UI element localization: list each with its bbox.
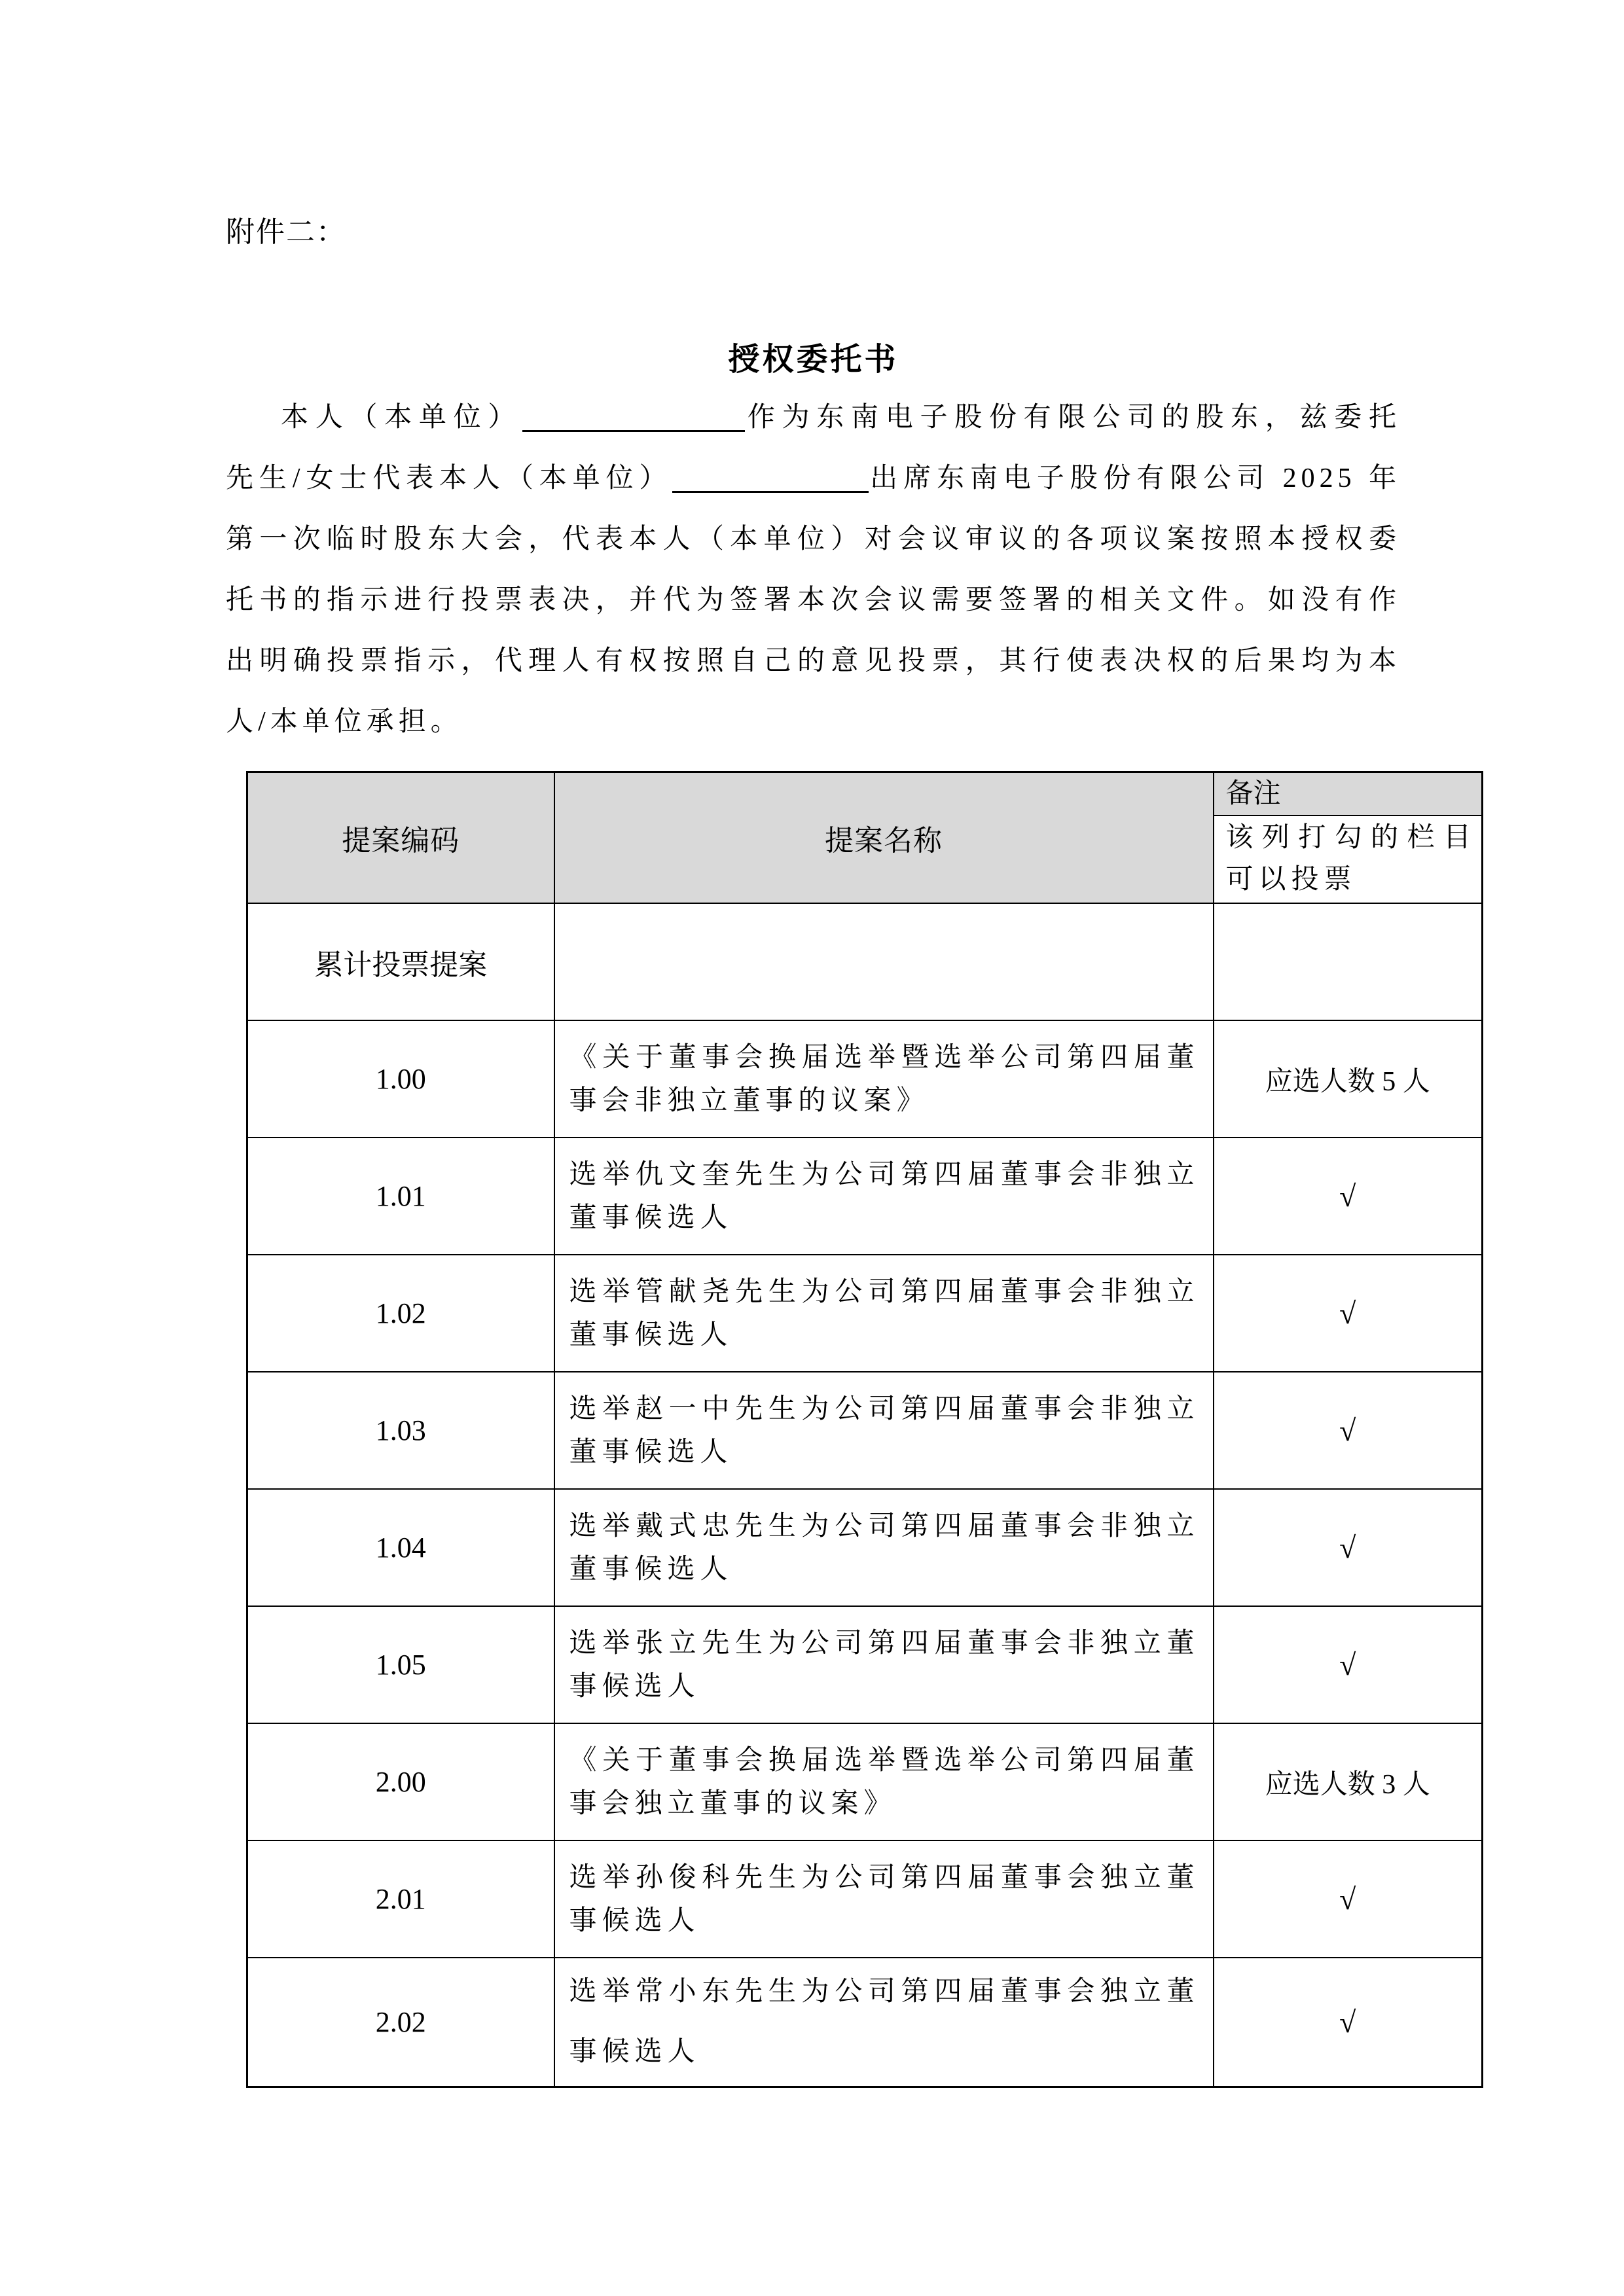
cell-proposal-code: 累计投票提案 — [247, 903, 554, 1020]
paragraph-line — [226, 448, 1401, 509]
paragraph-text: 出席东南电子股份有限公司 2025 年 — [869, 463, 1401, 493]
cell-remark — [1214, 1255, 1483, 1372]
table-row — [247, 1840, 1483, 1958]
check-mark: √ — [1339, 1297, 1356, 1330]
intro-paragraph — [226, 387, 1401, 753]
header-remark — [1214, 772, 1483, 904]
cell-remark — [1214, 1606, 1483, 1723]
cell-proposal-code: 1.04 — [247, 1489, 554, 1606]
cell-remark — [1214, 1138, 1483, 1255]
cell-proposal-name: 《关于董事会换届选举暨选举公司第四届董事会非独立董事的议案》 — [554, 1020, 1214, 1138]
cell-proposal-name: 选举赵一中先生为公司第四届董事会非独立董事候选人 — [554, 1372, 1214, 1489]
cell-proposal-code: 2.00 — [247, 1723, 554, 1840]
cell-proposal-code: 1.00 — [247, 1020, 554, 1138]
table-row — [247, 1723, 1483, 1840]
cell-proposal-name: 《关于董事会换届选举暨选举公司第四届董事会独立董事的议案》 — [554, 1723, 1214, 1840]
check-mark: √ — [1339, 1531, 1356, 1564]
paragraph-text: 作为东南电子股份有限公司的股东，兹委托 — [745, 403, 1401, 433]
fill-in-blank — [672, 478, 869, 493]
table-row — [247, 1958, 1483, 2087]
header-remark-note: 该列打勾的栏目可以投票 — [1214, 816, 1482, 903]
attachment-label: 附件二： — [226, 216, 346, 248]
table-header-row — [247, 772, 1483, 904]
table-row — [247, 1020, 1483, 1138]
paragraph-text: 第一次临时股东大会，代表本人（本单位）对会议审议的各项议案按照本授权委 — [226, 524, 1401, 554]
cell-remark — [1214, 1489, 1483, 1606]
paragraph-line — [226, 631, 1401, 692]
table-row — [247, 1138, 1483, 1255]
cell-remark: 应选人数 5 人 — [1214, 1020, 1483, 1138]
cell-proposal-name — [554, 903, 1214, 1020]
paragraph-line — [226, 387, 1401, 448]
paragraph-line — [226, 509, 1401, 570]
proposal-table — [246, 771, 1483, 2088]
table-row — [247, 1372, 1483, 1489]
cell-proposal-code: 1.05 — [247, 1606, 554, 1723]
cell-proposal-code: 2.02 — [247, 1958, 554, 2087]
cell-remark — [1214, 1372, 1483, 1489]
document-title: 授权委托书 — [728, 342, 899, 377]
cell-proposal-code: 1.01 — [247, 1138, 554, 1255]
table-row — [247, 1255, 1483, 1372]
cell-remark: 应选人数 3 人 — [1214, 1723, 1483, 1840]
check-mark: √ — [1339, 1414, 1356, 1447]
paragraph-text: 托书的指示进行投票表决，并代为签署本次会议需要签署的相关文件。如没有作 — [226, 585, 1401, 615]
fill-in-blank — [522, 417, 745, 432]
table-row — [247, 903, 1483, 1020]
cell-proposal-code: 2.01 — [247, 1840, 554, 1958]
check-mark: √ — [1339, 2005, 1356, 2039]
cell-proposal-name: 选举常小东先生为公司第四届董事会独立董事候选人 — [554, 1958, 1214, 2087]
cell-proposal-name: 选举戴式忠先生为公司第四届董事会非独立董事候选人 — [554, 1489, 1214, 1606]
cell-proposal-name: 选举孙俊科先生为公司第四届董事会独立董事候选人 — [554, 1840, 1214, 1958]
cell-proposal-code: 1.02 — [247, 1255, 554, 1372]
paragraph-text: 先生/女士代表本人（本单位） — [226, 463, 673, 493]
cell-remark — [1214, 1840, 1483, 1958]
cell-proposal-code: 1.03 — [247, 1372, 554, 1489]
paragraph-text: 本人（本单位） — [281, 403, 523, 433]
paragraph-text: 出明确投票指示，代理人有权按照自己的意见投票，其行使表决权的后果均为本 — [226, 646, 1401, 676]
cell-proposal-name: 选举仇文奎先生为公司第四届董事会非独立董事候选人 — [554, 1138, 1214, 1255]
header-remark-title: 备注 — [1214, 773, 1482, 816]
header-proposal-name: 提案名称 — [554, 772, 1214, 904]
paragraph-line — [226, 692, 1401, 753]
check-mark: √ — [1339, 1179, 1356, 1213]
cell-remark — [1214, 1958, 1483, 2087]
cell-remark — [1214, 903, 1483, 1020]
table-row — [247, 1606, 1483, 1723]
check-mark: √ — [1339, 1882, 1356, 1916]
cell-proposal-name: 选举管献尧先生为公司第四届董事会非独立董事候选人 — [554, 1255, 1214, 1372]
table-row — [247, 1489, 1483, 1606]
check-mark: √ — [1339, 1648, 1356, 1681]
cell-proposal-name: 选举张立先生为公司第四届董事会非独立董事候选人 — [554, 1606, 1214, 1723]
paragraph-text: 人/本单位承担。 — [226, 707, 463, 737]
paragraph-line — [226, 570, 1401, 631]
header-proposal-code: 提案编码 — [247, 772, 554, 904]
